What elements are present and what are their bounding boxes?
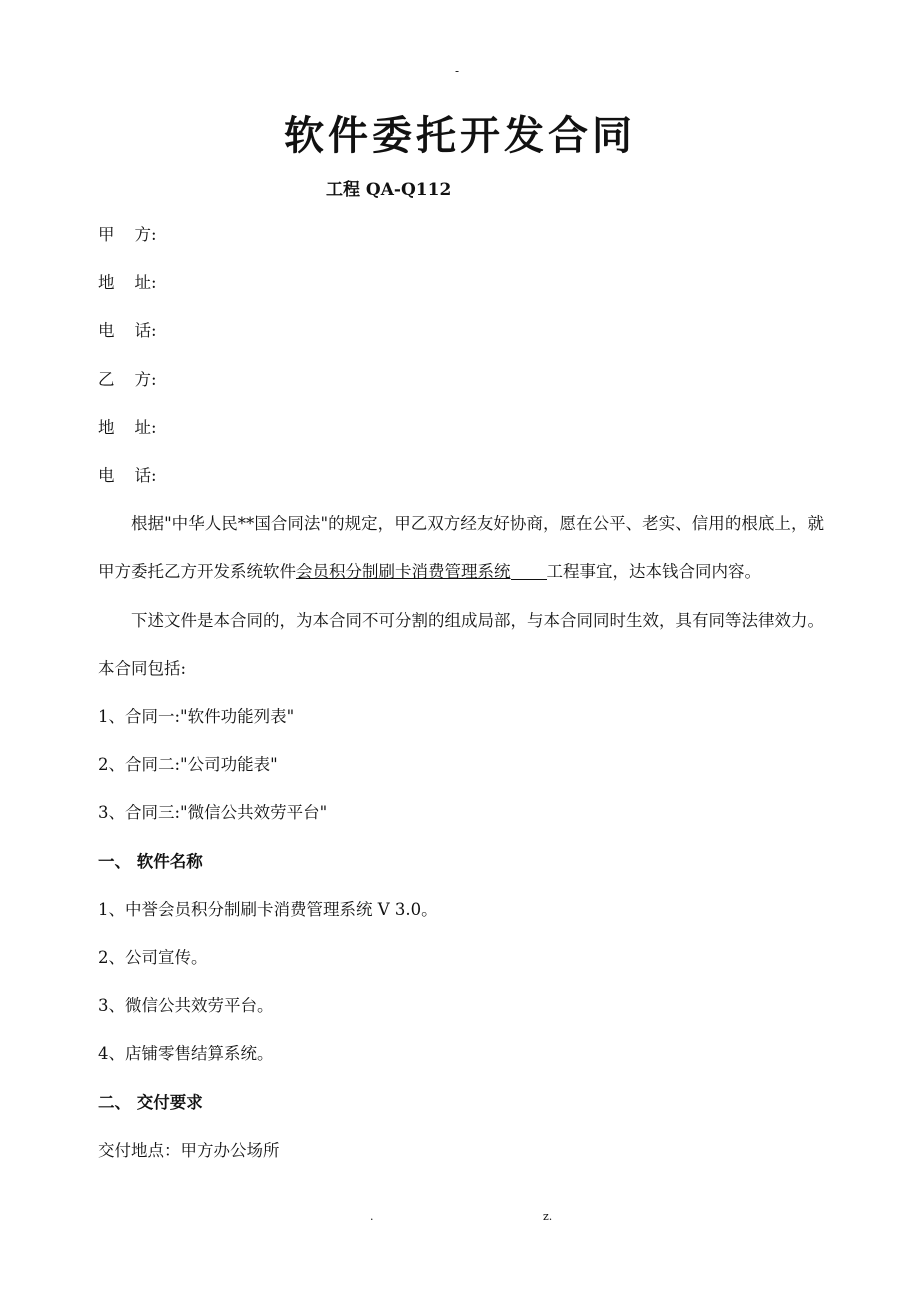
label-char: 话	[134, 466, 151, 486]
party-line	[98, 307, 824, 355]
colon: :	[151, 417, 157, 437]
colon: :	[151, 225, 157, 244]
label-char: 话	[134, 321, 151, 341]
label-char: 电	[98, 466, 115, 486]
party-line	[98, 211, 824, 259]
label-char: 甲	[98, 225, 115, 244]
intro-text: 根据"中华人民**国合同法"的规定，甲乙双方经友好协商，愿在公平、老实、信用的根底上，就甲方委托乙方开发系统软件	[98, 514, 824, 582]
label-char: 电	[98, 321, 115, 341]
label-char: 地	[98, 273, 115, 293]
section-heading-delivery: 二、 交付要求	[98, 1092, 203, 1112]
label-char: 址	[134, 417, 151, 437]
party-line	[98, 404, 824, 452]
colon: :	[151, 466, 157, 486]
colon: :	[151, 321, 157, 341]
footer-left-mark: .	[370, 1210, 374, 1223]
doc-item: 1、合同一:"软件功能列表"	[98, 707, 295, 727]
docs-paragraph: 下述文件是本合同的，为本合同不可分割的组成局部，与本合同同时生效，具有同等法律效力。本合同包括:	[98, 610, 824, 678]
project-number: 工程 QA-Q112	[326, 180, 452, 200]
doc-item: 2、合同二:"公司功能表"	[98, 755, 278, 775]
party-line	[98, 356, 824, 404]
software-item: 2、公司宣传。	[98, 948, 208, 968]
software-item: 3、微信公共效劳平台。	[98, 996, 274, 1016]
delivery-item: 交付地点：甲方办公场所	[98, 1140, 280, 1160]
colon: :	[151, 369, 157, 389]
footer-right-mark: z.	[543, 1210, 553, 1223]
document-title: 软件委托开发合同	[284, 112, 636, 159]
doc-item: 3、合同三:"微信公共效劳平台"	[98, 803, 328, 823]
party-line	[98, 259, 824, 307]
system-name-field: 会员积分制刷卡消费管理系统	[296, 562, 511, 582]
intro-text-end: 工程事宜，达本钱合同内容。	[546, 562, 761, 582]
software-item: 1、中誉会员积分制刷卡消费管理系统 V 3.0。	[98, 899, 438, 919]
underline-blank	[511, 563, 547, 581]
label-char: 乙	[98, 369, 115, 389]
intro-paragraph	[98, 500, 824, 596]
section-heading-software-name: 一、 软件名称	[98, 851, 203, 871]
software-item: 4、店铺零售结算系统。	[98, 1044, 274, 1064]
label-char: 地	[98, 417, 115, 437]
label-char: 址	[134, 273, 151, 293]
document-body	[98, 211, 824, 1175]
label-char: 方	[134, 225, 151, 244]
label-char: 方	[134, 369, 151, 389]
colon: :	[151, 273, 157, 293]
header-mark: -	[455, 64, 460, 78]
party-line	[98, 452, 824, 500]
